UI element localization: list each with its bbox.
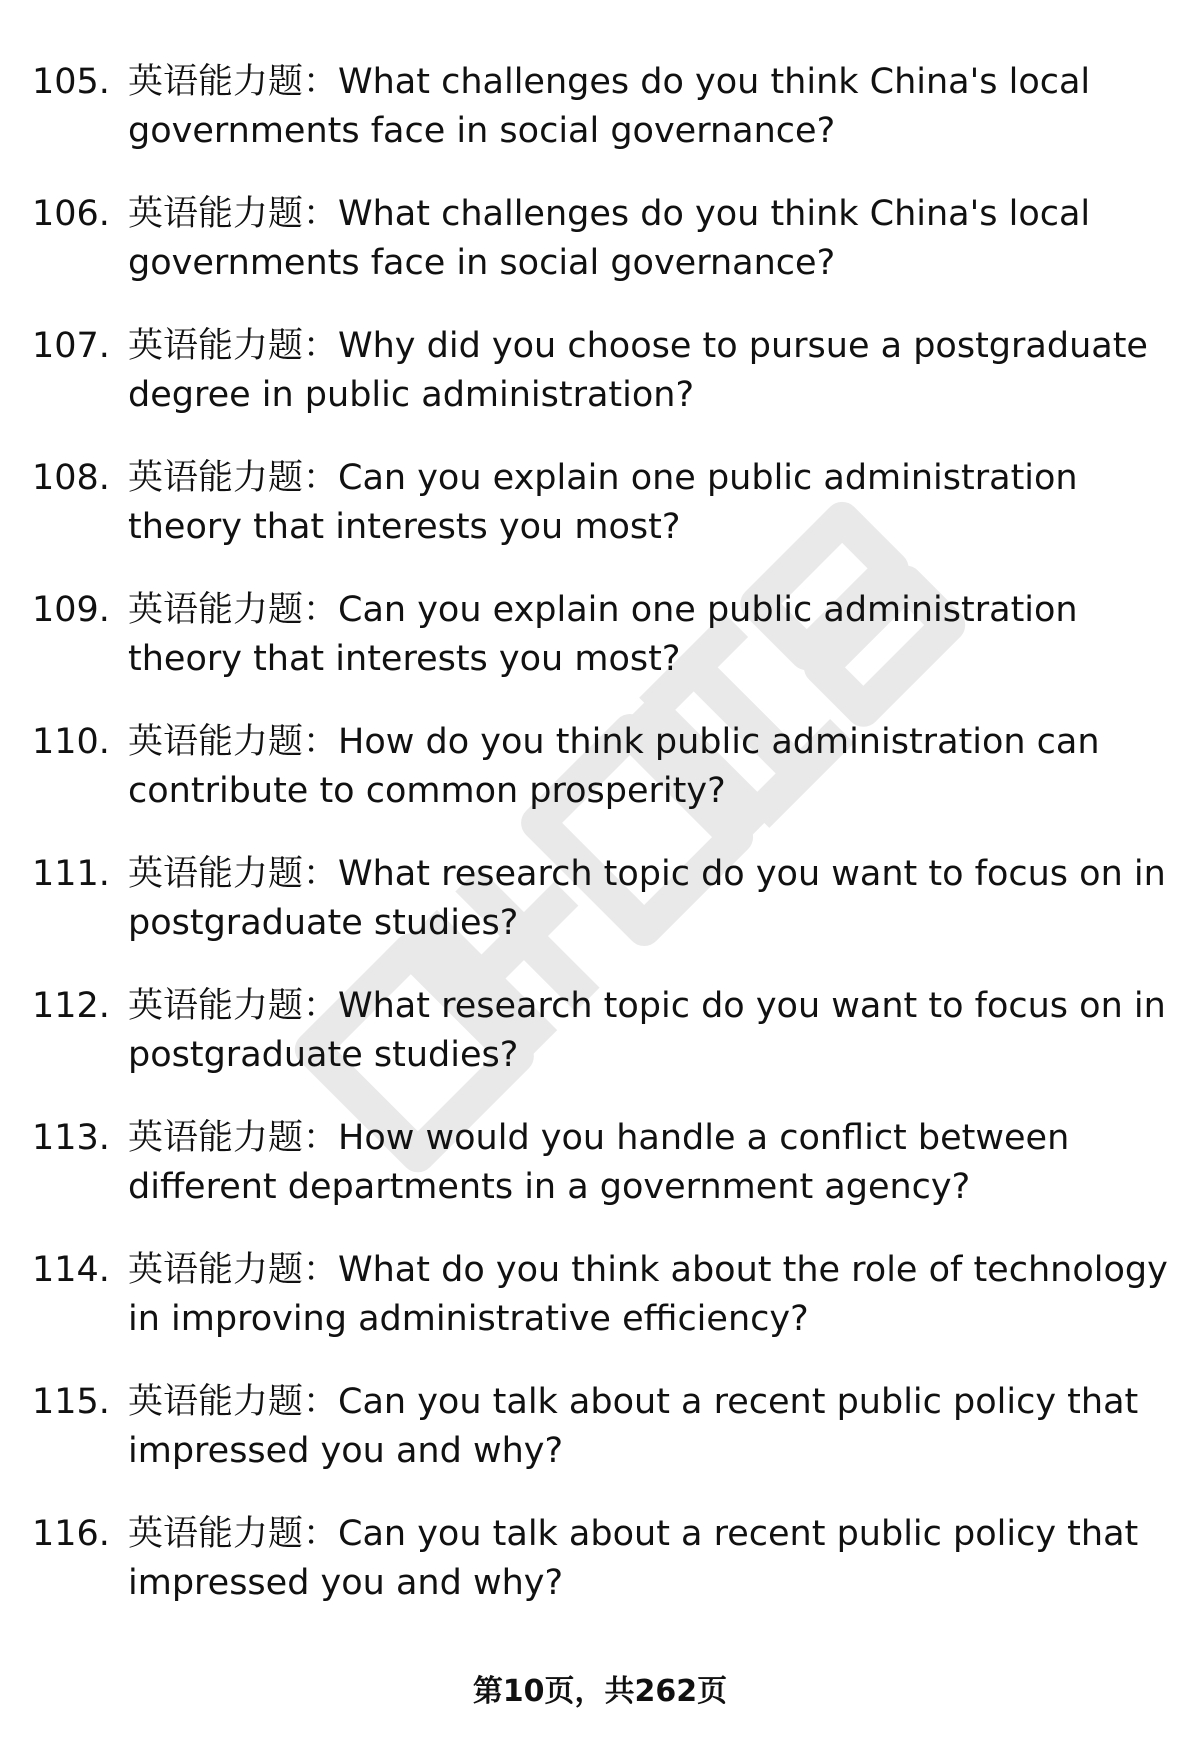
question-text: How would you handle a conflict between different departments in a government agency? xyxy=(128,1118,1070,1207)
question-item xyxy=(0,1510,1200,1642)
question-text: What challenges do you think China's local governments face in social governance? xyxy=(128,62,1091,151)
question-item xyxy=(0,586,1200,718)
question-tag: 英语能力题： xyxy=(128,458,339,498)
question-body xyxy=(128,586,1173,684)
question-number: 114. xyxy=(32,1250,110,1290)
question-tag: 英语能力题： xyxy=(128,854,339,894)
question-text: What research topic do you want to focus on in postgraduate studies? xyxy=(128,986,1166,1075)
question-text: What challenges do you think China's local governments face in social governance? xyxy=(128,194,1091,283)
question-body xyxy=(128,1114,1173,1212)
question-body xyxy=(128,58,1173,156)
question-number: 111. xyxy=(32,854,110,894)
question-body xyxy=(128,718,1173,816)
question-text: What research topic do you want to focus on in postgraduate studies? xyxy=(128,854,1166,943)
question-tag: 英语能力题： xyxy=(128,1118,339,1158)
question-number: 110. xyxy=(32,722,110,762)
question-tag: 英语能力题： xyxy=(128,590,339,630)
question-item xyxy=(0,58,1200,190)
question-item xyxy=(0,982,1200,1114)
question-item xyxy=(0,322,1200,454)
question-body xyxy=(128,982,1173,1080)
question-tag: 英语能力题： xyxy=(128,1514,339,1554)
question-item xyxy=(0,1378,1200,1510)
question-number: 107. xyxy=(32,326,110,366)
question-tag: 英语能力题： xyxy=(128,1382,339,1422)
question-number: 115. xyxy=(32,1382,110,1422)
question-body xyxy=(128,850,1173,948)
question-item xyxy=(0,454,1200,586)
question-text: Can you talk about a recent public policy that impressed you and why? xyxy=(128,1382,1139,1471)
question-body xyxy=(128,1378,1173,1476)
question-tag: 英语能力题： xyxy=(128,1250,339,1290)
question-tag: 英语能力题： xyxy=(128,326,339,366)
question-number: 105. xyxy=(32,62,110,102)
page-number-footer: 第10页，共262页 xyxy=(472,1674,728,1709)
question-body xyxy=(128,1510,1173,1608)
question-text: Can you explain one public administration theory that interests you most? xyxy=(128,458,1078,547)
question-body xyxy=(128,454,1173,552)
question-body xyxy=(128,322,1173,420)
question-tag: 英语能力题： xyxy=(128,722,339,762)
question-item xyxy=(0,1114,1200,1246)
question-number: 116. xyxy=(32,1514,110,1554)
question-text: Can you explain one public administration theory that interests you most? xyxy=(128,590,1078,679)
question-text: Can you talk about a recent public policy that impressed you and why? xyxy=(128,1514,1139,1603)
question-list xyxy=(0,58,1200,1642)
question-number: 113. xyxy=(32,1118,110,1158)
question-number: 109. xyxy=(32,590,110,630)
question-body xyxy=(128,1246,1173,1344)
question-text: How do you think public administration can contribute to common prosperity? xyxy=(128,722,1100,811)
question-number: 112. xyxy=(32,986,110,1026)
question-text: Why did you choose to pursue a postgraduate degree in public administration? xyxy=(128,326,1148,415)
question-text: What do you think about the role of technology in improving administrative efficiency? xyxy=(128,1250,1168,1339)
question-tag: 英语能力题： xyxy=(128,986,339,1026)
question-number: 106. xyxy=(32,194,110,234)
question-item xyxy=(0,850,1200,982)
question-tag: 英语能力题： xyxy=(128,62,339,102)
question-body xyxy=(128,190,1173,288)
question-item xyxy=(0,1246,1200,1378)
question-item xyxy=(0,190,1200,322)
question-item xyxy=(0,718,1200,850)
question-tag: 英语能力题： xyxy=(128,194,339,234)
question-number: 108. xyxy=(32,458,110,498)
